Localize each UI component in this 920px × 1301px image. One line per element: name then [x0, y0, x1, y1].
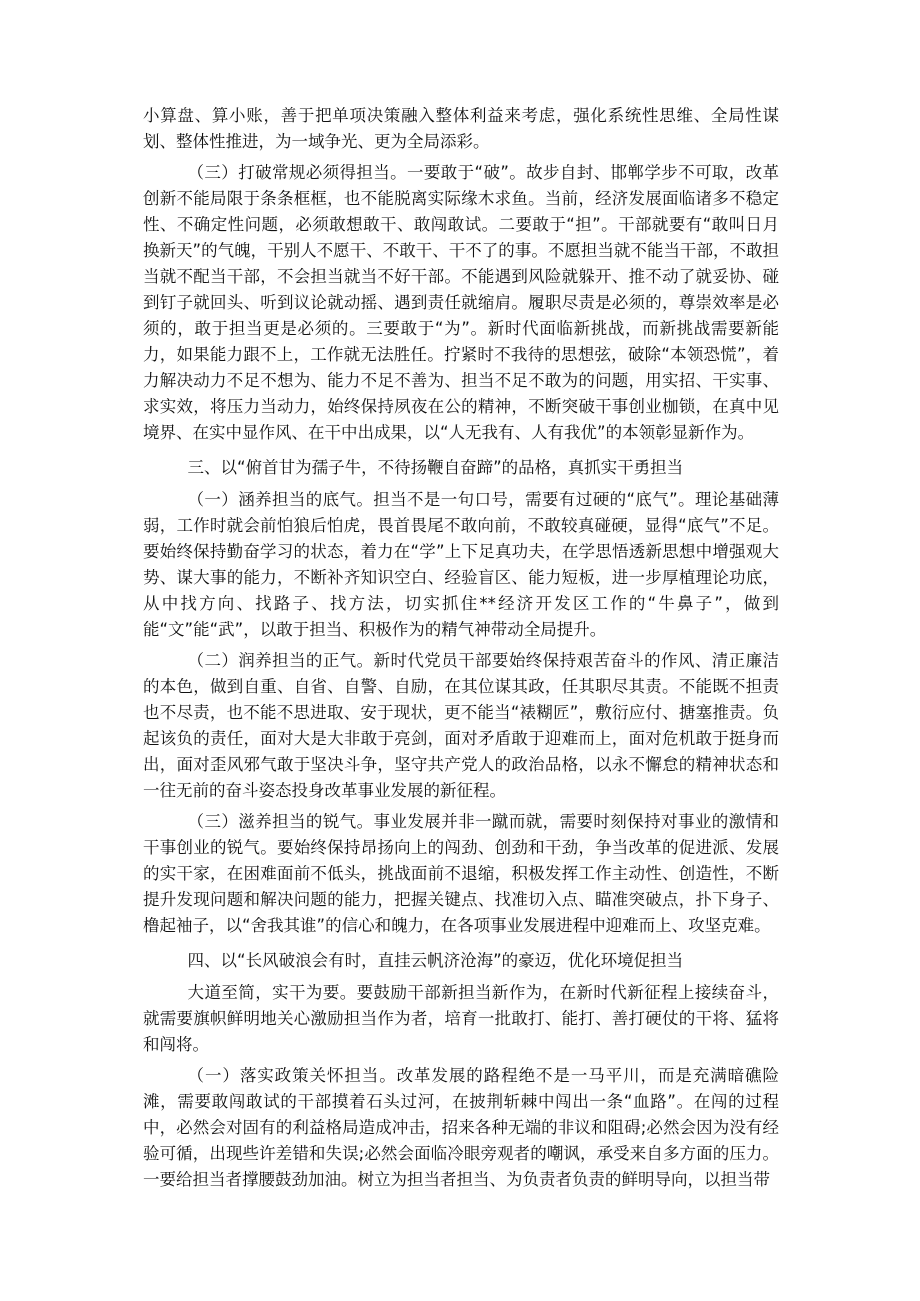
paragraph-confidence: （一）涵养担当的底气。担当不是一句口号，需要有过硬的“底气”。理论基础薄弱，工作时就会前怕狼后怕虎，畏首畏尾不敢向前，不敢较真碰硬，显得“底气”不足。要始终保持勤奋学习的状态，着力在“学”上下足真功夫，在学思悟透新思想中增强观大势、谋大事的能力，不断补齐知识空白、经验盲区、能力短板，进一步厚植理论功底，从中找方向、找路子、找方法，切实抓住**经济开发区工作的“牛鼻子”，做到能“文”能“武”，以敢于担当、积极作为的精气神带动全局提升。 [143, 490, 779, 639]
document-page [143, 103, 779, 1193]
paragraph-intro: 大道至简，实干为要。要鼓励干部新担当新作为，在新时代新征程上接续奋斗，就需要旗帜鲜明地关心激励担当作为者，培育一批敢打、能打、善打硬仗的干将、猛将和闯将。 [143, 983, 779, 1054]
paragraph-break-conventions: （三）打破常规必须得担当。一要敢于“破”。故步自封、邯郸学步不可取，改革创新不能局限于条条框框，也不能脱离实际缘木求鱼。当前，经济发展面临诸多不稳定性、不确定性问题，必须敢想敢干、敢闯敢试。二要敢于“担”。干部就要有“敢叫日月换新天”的气魄，干别人不愿干、不敢干、干不了的事。不愿担当就不能当干部，不敢担当就不配当干部，不会担当就当不好干部。不能遇到风险就躲开、推不动了就妥协、碰到钉子就回头、听到议论就动摇、遇到责任就缩肩。履职尽责是必须的，尊崇效率是必须的，敢于担当更是必须的。三要敢于“为”。新时代面临新挑战，而新挑战需要新能力，如果能力跟不上，工作就无法胜任。拧紧时不我待的思想弦，破除“本领恐慌”，着力解决动力不足不想为、能力不足不善为、担当不足不敢为的问题，用实招、干实事、求实效，将压力当动力，始终保持夙夜在公的精神，不断突破干事创业枷锁，在真中见境界、在实中显作风、在干中出成果，以“人无我有、人有我优”的本领彰显新作为。 [143, 163, 779, 442]
paragraph-integrity: （二）润养担当的正气。新时代党员干部要始终保持艰苦奋斗的作风、清正廉洁的本色，做到自重、自省、自警、自励，在其位谋其政，任其职尽其责。不能既不担责也不尽责，也不能不思进取、安于现状，更不能当“裱糊匠”，敷衍应付、搪塞推责。负起该负的责任，面对大是大非敢于亮剑，面对矛盾敢于迎难而上，面对危机敢于挺身而出，面对歪风邪气敢于坚决斗争，坚守共产党人的政治品格，以永不懈怠的精神状态和一往无前的奋斗姿态投身改革事业发展的新征程。 [143, 651, 779, 800]
section-heading-3: 三、以“俯首甘为孺子牛，不待扬鞭自奋蹄”的品格，真抓实干勇担当 [187, 458, 684, 477]
paragraph-continuation: 小算盘、算小账，善于把单项决策融入整体利益来考虑，强化系统性思维、全局性谋划、整体性推进，为一域争光、更为全局添彩。 [143, 106, 779, 151]
paragraph-policy-care: （一）落实政策关怀担当。改革发展的路程绝不是一马平川，而是充满暗礁险滩，需要敢闯敢试的干部摸着石头过河，在披荆斩棘中闯出一条“血路”。在闯的过程中，必然会对固有的利益格局造成冲击，招来各种无端的非议和阻碍;必然会因为没有经验可循，出现些许差错和失误;必然会面临冷眼旁观者的嘲讽，承受来自多方面的压力。一要给担当者撑腰鼓劲加油。树立为担当者担当、为负责者负责的鲜明导向，以担当带 [143, 1066, 779, 1189]
paragraph-vigor: （三）滋养担当的锐气。事业发展并非一蹴而就，需要时刻保持对事业的激情和干事创业的锐气。要始终保持昂扬向上的闯劲、创劲和干劲，争当改革的促进派、发展的实干家，在困难面前不低头，挑战面前不退缩，积极发挥工作主动性、创造性，不断提升发现问题和解决问题的能力，把握关键点、找准切入点、瞄准突破点，扑下身子、橹起袖子，以“舍我其谁”的信心和魄力，在各项事业发展进程中迎难而上、攻坚克难。 [143, 812, 779, 935]
section-heading-4: 四、以“长风破浪会有时，直挂云帆济沧海”的豪迈，优化环境促担当 [187, 951, 684, 970]
